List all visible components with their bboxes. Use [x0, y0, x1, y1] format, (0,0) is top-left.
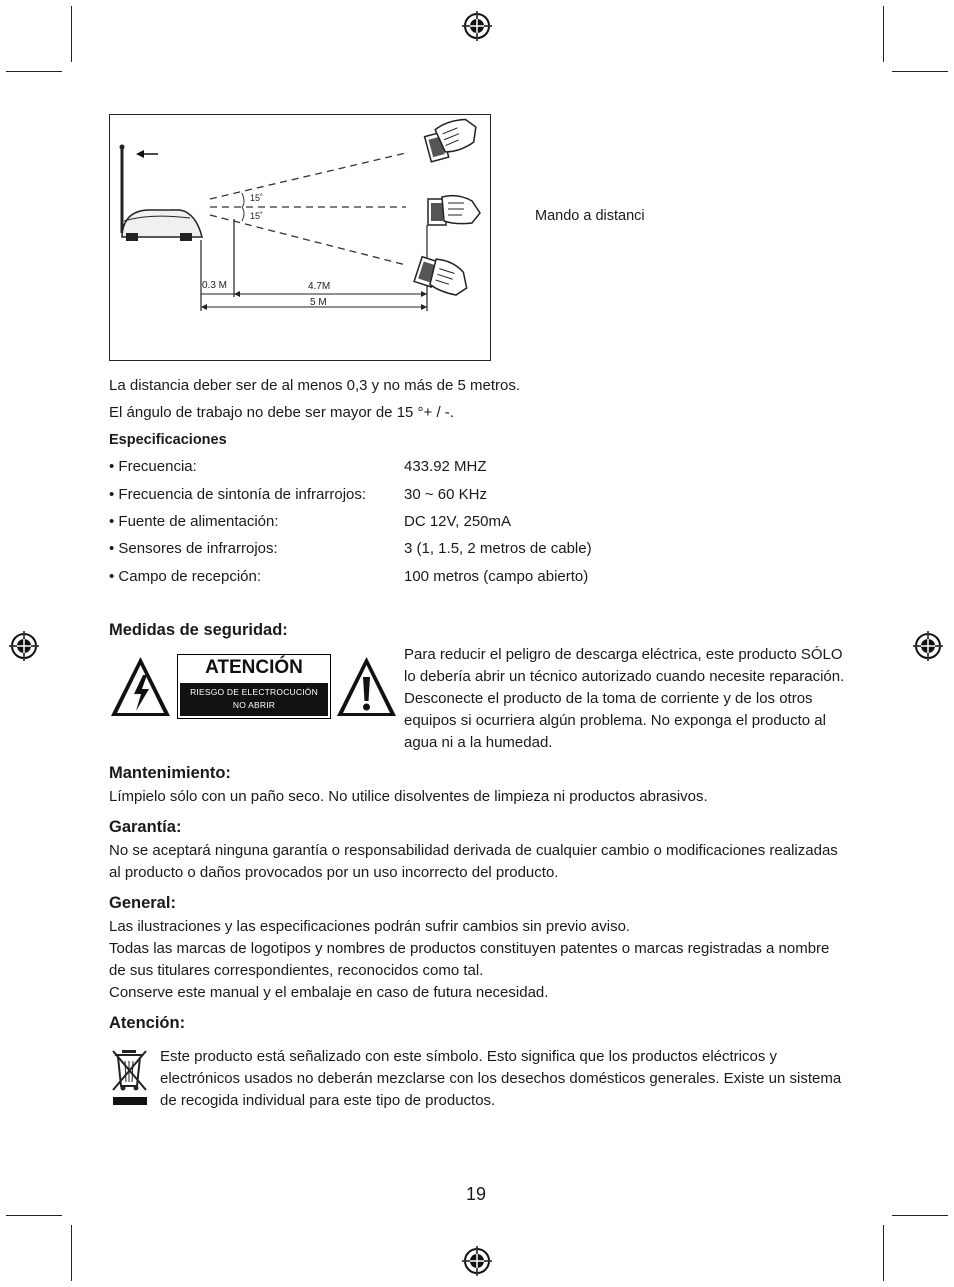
spec-label: • Frecuencia: — [109, 458, 197, 475]
general-heading: General: — [109, 894, 176, 912]
crop-mark — [883, 6, 884, 62]
spec-label: • Frecuencia de sintonía de infrarrojos: — [109, 486, 367, 503]
spec-value: 100 metros (campo abierto) — [404, 568, 589, 585]
attention-sign — [177, 654, 331, 719]
attention-text: Este producto está señalizado con este símbolo. Esto significa que los productos eléctricos y electrónicos usados no deberán mezclarse con los desechos domésticos generales. Existe un sistema de recogida individual para este tipo de productos. — [160, 1048, 842, 1109]
crop-mark — [892, 71, 948, 72]
spec-row — [109, 540, 592, 557]
spec-row — [109, 486, 487, 503]
registration-mark-icon — [912, 630, 944, 662]
warranty-text: No se aceptará ninguna garantía o responsabilidad derivada de cualquier cambio o modificaciones realizadas al producto o daños provocados por un uso incorrecto del producto. — [109, 842, 838, 881]
angle-top-label: 15˚ — [250, 193, 264, 203]
hand-remote — [423, 116, 482, 162]
figure-caption: Mando a distanci — [535, 208, 645, 224]
sign-title: ATENCIÓN — [205, 657, 303, 678]
lightning-warning-icon — [109, 655, 172, 718]
intro-line-2: El ángulo de trabajo no debe ser mayor de 15 °+ / -. — [109, 404, 454, 421]
dist-min-label: 0.3 M — [202, 280, 228, 291]
dist-mid-label: 4.7M — [308, 281, 331, 292]
receiver-unit — [120, 145, 203, 242]
safety-text: Para reducir el peligro de descarga eléctrica, este producto SÓLO lo debería abrir un técnico autorizado cuando necesite reparación. Desconecte el producto de la toma de corriente y de los otros equipos si ocurriera algún problema. No exponga el producto al agua ni a la humedad. — [404, 646, 845, 751]
general-line-2: Todas las marcas de logotipos y nombres de productos constituyen patentes o marcas registradas a nombre de sus titulares correspondientes, reconocidos como tal. — [109, 940, 830, 979]
spec-row — [109, 458, 487, 475]
registration-mark-icon — [461, 1245, 493, 1277]
sign-body — [180, 683, 328, 716]
crop-mark — [6, 71, 62, 72]
sign-line-1: RIESGO DE ELECTROCUCIÓN — [190, 687, 318, 697]
spec-value: 3 (1, 1.5, 2 metros de cable) — [404, 540, 592, 557]
registration-mark-icon — [461, 10, 493, 42]
spec-value: DC 12V, 250mA — [404, 513, 512, 530]
specs-title: Especificaciones — [109, 432, 227, 448]
page-number: 19 — [466, 1184, 487, 1204]
angle-bottom-label: 15˚ — [250, 211, 264, 221]
intro-line-1: La distancia deber ser de al menos 0,3 y no más de 5 metros. — [109, 377, 521, 394]
antenna-arrow-icon — [136, 150, 158, 158]
registration-mark-icon — [8, 630, 40, 662]
spec-label: • Sensores de infrarrojos: — [109, 540, 278, 557]
crop-mark — [883, 1225, 884, 1281]
spec-label: • Campo de recepción: — [109, 568, 261, 585]
general-text — [109, 916, 849, 1004]
spec-value: 30 ~ 60 KHz — [404, 486, 487, 503]
dist-total-label: 5 M — [310, 297, 327, 308]
spec-label: • Fuente de alimentación: — [109, 513, 279, 530]
range-diagram — [109, 114, 491, 361]
spec-row — [109, 513, 512, 530]
hand-remote — [428, 196, 480, 225]
spec-value: 433.92 MHZ — [404, 458, 487, 475]
crop-mark — [6, 1215, 62, 1216]
crossed-bin-icon — [110, 1048, 150, 1108]
maintenance-text: Límpielo sólo con un paño seco. No utilice disolventes de limpieza ni productos abrasivos. — [109, 788, 708, 805]
safety-heading: Medidas de seguridad: — [109, 621, 288, 639]
beam-lines — [210, 153, 406, 265]
crop-mark — [71, 6, 72, 62]
range-diagram-drawing — [110, 115, 490, 360]
crop-mark — [71, 1225, 72, 1281]
maintenance-heading: Mantenimiento: — [109, 764, 231, 782]
hand-remote — [414, 254, 473, 299]
exclamation-warning-icon — [335, 655, 398, 718]
spec-row — [109, 568, 589, 585]
warranty-heading: Garantía: — [109, 818, 182, 836]
sign-line-2: NO ABRIR — [232, 700, 276, 710]
crop-mark — [892, 1215, 948, 1216]
attention-heading: Atención: — [109, 1014, 186, 1032]
general-line-3: Conserve este manual y el embalaje en caso de futura necesidad. — [109, 984, 549, 1001]
general-line-1: Las ilustraciones y las especificaciones podrán sufrir cambios sin previo aviso. — [109, 918, 631, 935]
